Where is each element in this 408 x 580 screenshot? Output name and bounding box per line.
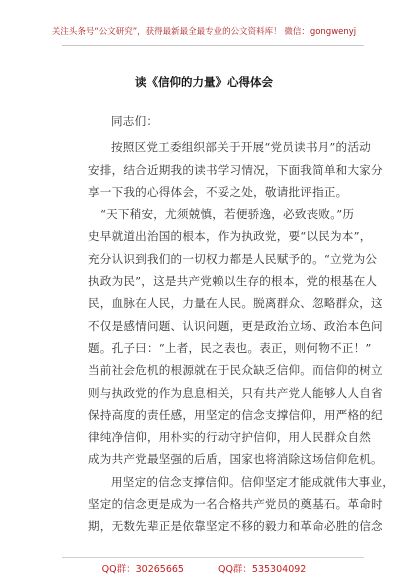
paragraph-2	[88, 203, 383, 471]
text-line: 充分认识到我们的一切权力都是人民赋予的。“立党为公	[88, 251, 378, 266]
text-line: “天下稍安，尤须兢慎，若便骄逸，必致丧败。”历	[100, 207, 355, 222]
footer-qq-group-2: QQ群：535304092	[217, 564, 307, 575]
paragraph-3	[88, 471, 395, 538]
text-line: 执政为民”，这是共产党赖以生存的根本，党的根基在人	[88, 274, 378, 289]
text-line: 安排，结合近期我的读书学习情况，下面我简单和大家分	[88, 162, 383, 177]
text-line: 则与执政党的作为息息相关，只有共产党人能够人人自省	[88, 385, 383, 400]
text-line: 律纯净信仰，用朴实的行动守护信仰，用人民群众自然	[88, 430, 372, 445]
document-title: 读《信仰的力量》心得体会	[135, 75, 273, 89]
greeting: 同志们：	[111, 114, 159, 128]
text-line: 民，血脉在人民，力量在人民。脱离群众、忽略群众，这	[88, 296, 383, 311]
text-line: 按照区党工委组织部关于开展“党员读书月”的活动	[111, 140, 371, 155]
paragraph-1	[88, 136, 383, 203]
text-line: 保持高度的责任感，用坚定的信念支撑信仰，用严格的纪	[88, 407, 383, 422]
header-notice: 关注头条号“公文研究”，获得最新最全最专业的公文资料库！ 微信：gongwenyj	[51, 27, 357, 37]
header-divider	[62, 45, 364, 46]
text-line: 用坚定的信念支撑信仰。信仰坚定才能成就伟大事业，	[111, 474, 395, 489]
text-line: 当前社会危机的根源就在于民众缺乏信仰。而信仰的树立	[88, 363, 383, 378]
text-line: 享一下我的心得体会，不妥之处，敬请批评指正。	[88, 184, 348, 199]
text-line: 坚定的信念更是成为一名合格共产党员的奠基石。革命时	[88, 497, 383, 512]
footer	[0, 561, 408, 575]
footer-qq-group-1: QQ群：30265665	[101, 564, 184, 575]
text-line: 题。孔子曰：“上者，民之表也。表正，则何物不正！”	[88, 340, 372, 355]
footer-divider	[62, 557, 364, 558]
text-line: 期，无数先辈正是依靠坚定不移的毅力和革命必胜的信念	[88, 519, 383, 534]
text-line: 成为共产党最坚强的后盾，国家也将消除这场信仰危机。	[88, 452, 383, 467]
text-line: 史早就道出治国的根本，作为执政党，要“以民为本”，	[88, 229, 372, 244]
text-line: 不仅是感情问题、认识问题，更是政治立场、政治本色问	[88, 318, 383, 333]
document-body	[88, 110, 395, 538]
